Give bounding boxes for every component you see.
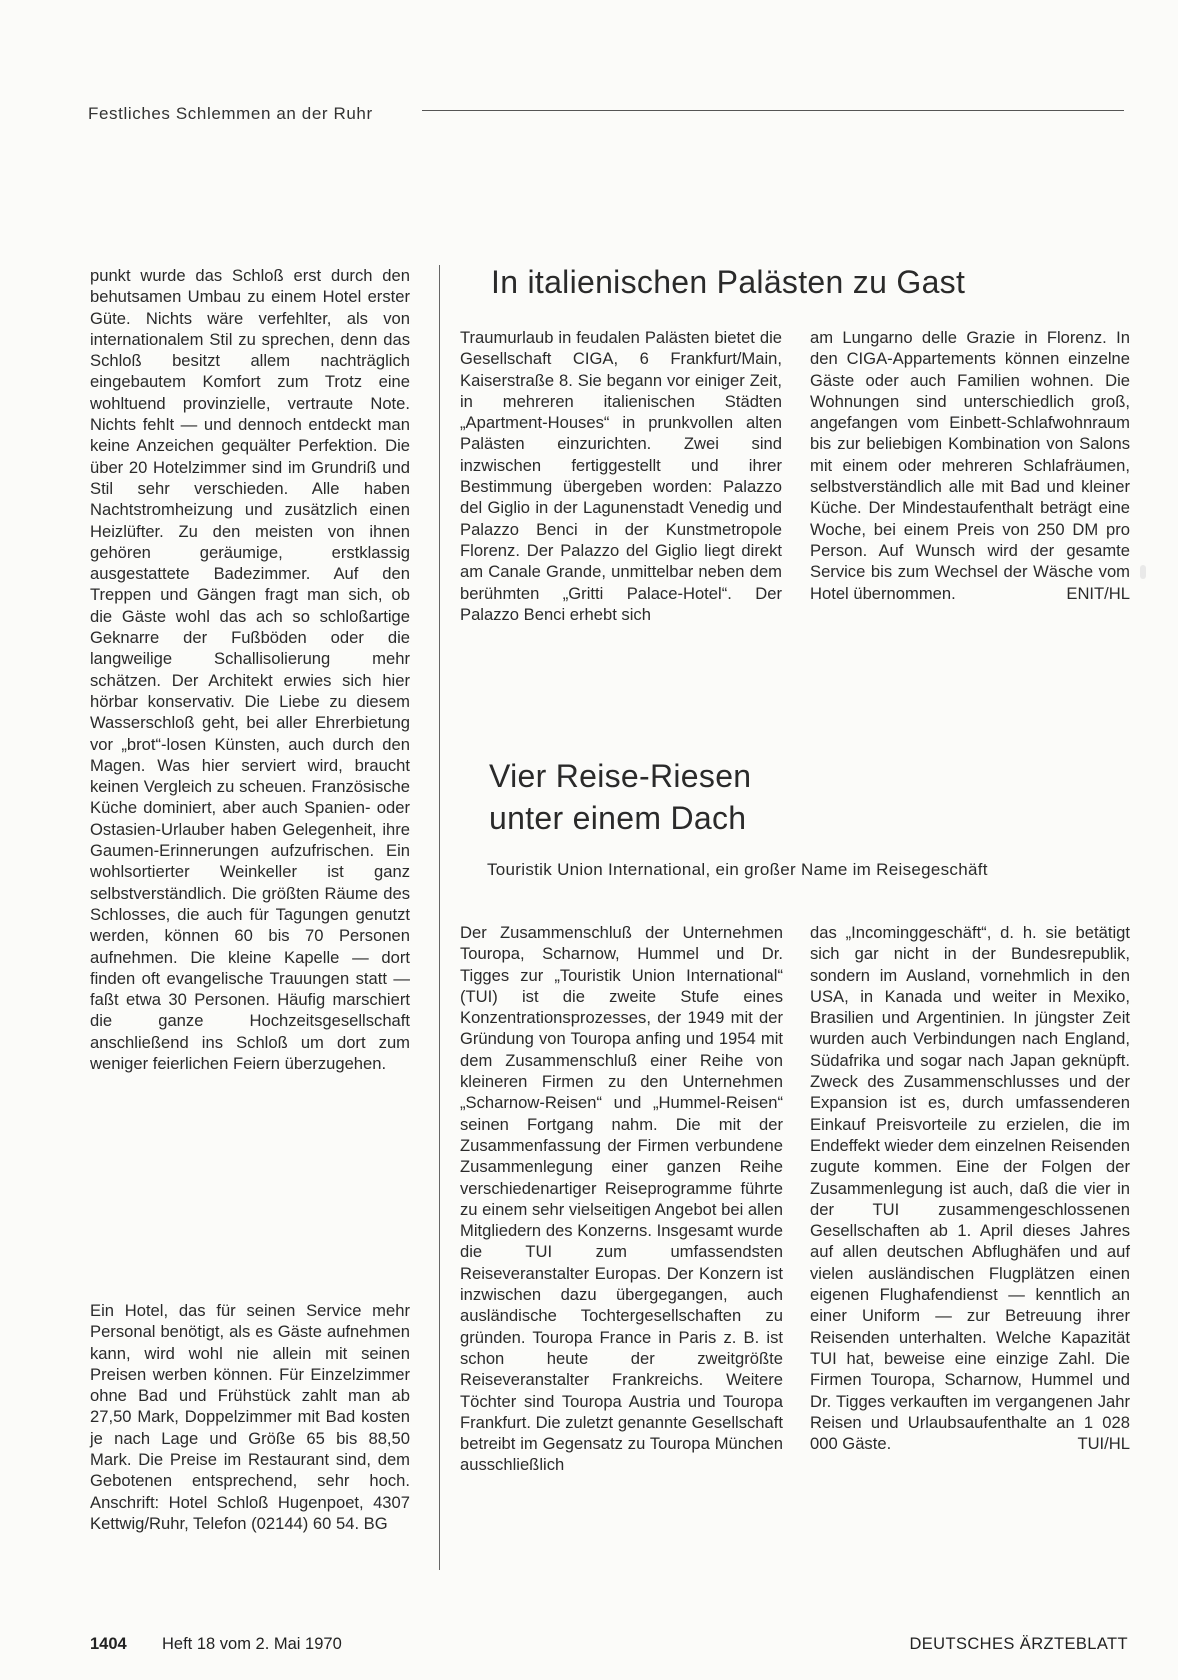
article-tui-subtitle: Touristik Union International, ein großer Name im Reisegeschäft [487, 860, 988, 879]
article-tui-col1-text: Der Zusammenschluß der Unternehmen Touropa, Scharnow, Hummel und Dr. Tigges zur „Touristik Union International“ (TUI) ist die zweite Stufe eines Konzentrationsprozesses, der 1949 mit der Gründung von Touropa anfing und 1954 mit dem Zusammenschluß einer Reihe von kleineren Firmen zu den Unternehmen „Scharnow-Reisen“ und „Hummel-Reisen“ seinen Fortgang nahm. Die mit der Zusammenfassung der Firmen verbundene Zusammenlegung einer ganzen Reihe verschiedenartiger Reiseprogramme führte zu einem sehr vielseitigen Angebot bei allen Mitgliedern des Konzerns. Insgesamt wurde die TUI zum umfassendsten Reiseveranstalter Europas. Der Konzern ist inzwischen dazu übergegangen, auch ausländische Tochtergesellschaften zu gründen. Touropa France in Paris z. B. ist schon heute der zweitgrößte Reiseveranstalter Frankreichs. Weitere Töchter sind Touropa Austria und Touropa Frankfurt. Die zuletzt genannte Gesellschaft betreibt im Gegensatz zu Touropa München ausschließlich [460, 923, 783, 1475]
left-column-paragraph-1 [90, 265, 410, 1074]
article-italy-col1-text: Traumurlaub in feudalen Palästen bietet die Gesellschaft CIGA, 6 Frankfurt/Main, Kaiserstraße 8. Sie begann vor einiger Zeit, in mehreren italienischen Städten „Apartment-Houses“ in prunkvollen alten Palästen einzurichten. Zwei sind inzwischen fertiggestellt und ihrer Bestimmung übergeben worden: Palazzo del Giglio in der Lagunenstadt Venedig und Palazzo Benci in der Kunstmetropole Florenz. Der Palazzo del Giglio liegt direkt am Canale Grande, unmittelbar neben dem berühmten „Gritti Palace-Hotel“. Der Palazzo Benci erhebt sich [460, 328, 782, 624]
left-paragraph-2-text: Ein Hotel, das für seinen Service mehr Personal benötigt, als es Gäste aufnehmen kann, wird wohl nie allein mit seinen Preisen werben können. Für Einzelzimmer ohne Bad und Frühstück zahlt man ab 27,50 Mark, Doppelzimmer mit Bad kosten je nach Lage und Größe 65 bis 88,50 Mark. Die Preise im Restaurant sind, dem Gebotenen entsprechend, sehr hoch. Anschrift: Hotel Schloß Hugenpoet, 4307 Kettwig/Ruhr, Telefon (02144) 60 54. BG [90, 1301, 410, 1533]
article-tui-col2-text: das „Incominggeschäft“, d. h. sie betätigt sich gar nicht in der Bundesrepublik, sondern im Ausland, vornehmlich in den USA, in Kanada und weiter in Mexiko, Brasilien und Argentinien. In jüngster Zeit wurden auch Verbindungen nach England, Südafrika und sogar nach Japan geknüpft. Zweck des Zusammenschlusses und der Expansion ist es, durch umfassenderen Einkauf Preisvorteile zu erzielen, die im Endeffekt wieder dem einzelnen Reisenden zugute kommen. Eine der Folgen der Zusammenlegung ist auch, daß die vier in der TUI zusammengeschlossenen Gesellschaften ab 1. April dieses Jahres auf allen deutschen Abflughäfen und auf vielen ausländischen Flugplätzen einen eigenen Flughafendienst — kenntlich an einer Uniform — zur Betreuung ihrer Reisenden unterhalten. Welche Kapazität TUI hat, beweise eine einzige Zahl. Die Firmen Touropa, Scharnow, Hummel und Dr. Tigges verkauften im vergangenen Jahr Reisen und Urlaubsaufenthalte an 1 028 000 Gäste. [810, 923, 1130, 1454]
running-head: Festliches Schlemmen an der Ruhr [88, 104, 373, 123]
article-tui-col1 [460, 922, 783, 1476]
article-tui-col2 [810, 922, 1130, 1454]
column-divider [439, 265, 440, 1570]
article-tui-title-line1: Vier Reise-Riesen [489, 758, 752, 794]
left-paragraph-1-text: punkt wurde das Schloß erst durch den behutsamen Umbau zu einem Hotel erster Güte. Nichts wäre verfehlter, als von internationalem Stil zu sprechen, denn das Schloß besitzt allem nachträglich eingebautem Komfort zum Trotz eine wohltuend provinzielle, vertraute Note. Nichts fehlt — und dennoch entdeckt man keine Anzeichen gequälter Perfektion. Die über 20 Hotelzimmer sind im Grundriß und Stil sehr verschieden. Alle haben Nachtstromheizung und zusätzlich einen Heizlüfter. Zu den meisten von ihnen gehören geräumige, erstklassig ausgestattete Badezimmer. Auf den Treppen und Gängen fragt man sich, ob die Gäste wohl das ach so schloßartige Geknarre der Fußböden oder die langweilige Schallisolierung mehr schätzen. Der Architekt erwies sich hier hörbar konservativ. Die Liebe zu diesem Wasserschloß geht, bei aller Ehrerbietung vor „brot“-losen Künsten, auch durch den Magen. Was hier serviert wird, braucht keinen Vergleich zu scheuen. Französische Küche dominiert, aber auch Spanien- oder Ostasien-Urlauber haben Gelegenheit, ihre Gaumen-Erinnerungen aufzufrischen. Ein wohlsortierter Weinkeller ist ganz selbstverständlich. Die größten Räume des Schlosses, die auch für Tagungen genutzt werden, können 60 bis 70 Personen aufnehmen. Die kleine Kapelle — dort finden oft evangelische Trauungen statt — faßt etwa 30 Personen. Häufig marschiert die ganze Hochzeitsgesellschaft anschließend ins Schloß um dort zum weniger feierlichen Feiern überzugehen. [90, 266, 410, 1073]
scan-mark [1140, 565, 1146, 579]
article-italy-col2-text: am Lungarno delle Grazie in Florenz. In den CIGA-Appartements können einzelne Gäste oder auch Familien wohnen. Die Wohnungen sind unterschiedlich groß, angefangen vom Einbett-Schlafwohnraum bis zur beliebigen Kombination von Salons mit einem oder mehreren Schlafräumen, selbstverständlich alle mit Bad und kleiner Küche. Der Mindestaufenthalt beträgt eine Woche, bei einem Preis von 250 DM pro Person. Auf Wunsch wird der gesamte Service bis zum Wechsel der Wäsche vom Hotel übernommen. [810, 328, 1130, 603]
article-italy-signature: ENIT/HL [1066, 583, 1130, 603]
article-italy-col2 [810, 327, 1130, 604]
article-tui-title-line2: unter einem Dach [489, 800, 747, 836]
article-italy-col1 [460, 327, 782, 625]
page-number: 1404 [90, 1635, 127, 1653]
left-column-paragraph-2 [90, 1300, 410, 1534]
header-rule [422, 110, 1124, 111]
article-italy-title: In italienischen Palästen zu Gast [491, 264, 966, 300]
article-tui-signature: TUI/HL [1077, 1434, 1130, 1454]
article-tui-title [489, 755, 989, 839]
journal-name: DEUTSCHES ÄRZTEBLATT [909, 1635, 1128, 1653]
issue-info: Heft 18 vom 2. Mai 1970 [162, 1635, 342, 1653]
